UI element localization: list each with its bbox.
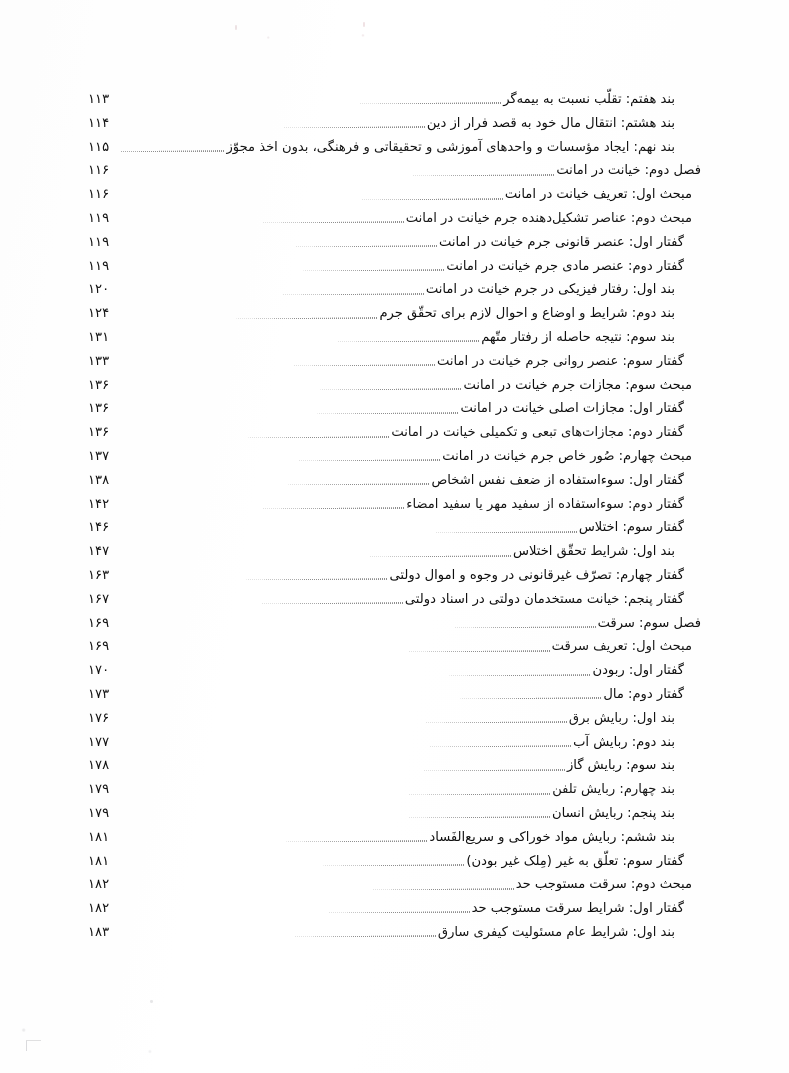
toc-entry-page-number: ۱۲۴: [88, 306, 110, 322]
toc-entry-title: بند چهارم: ربایش تلفن: [552, 782, 675, 798]
toc-entry-page-number: ۱۲۰: [88, 282, 110, 298]
toc-entry[interactable]: [88, 588, 701, 612]
toc-dot-leader: [121, 507, 404, 508]
toc-entry[interactable]: [88, 540, 701, 564]
toc-entry-title: گفتار دوم: سوءاستفاده از سفید مهر یا سفید امضاء: [406, 496, 684, 512]
toc-entry-title: مبحث اول: تعریف خیانت در امانت: [504, 187, 692, 203]
toc-entry-title: گفتار اول: شرایط سرقت مستوجب حد: [471, 901, 684, 917]
toc-entry-page-number: ۱۱۶: [88, 187, 110, 203]
toc-entry-title: گفتار پنجم: خیانت مستخدمان دولتی در اسناد دولتی: [404, 591, 684, 607]
toc-dot-leader: [121, 222, 404, 223]
toc-entry-title: بند پنجم: ربایش انسان: [552, 805, 675, 821]
toc-dot-leader: [121, 127, 425, 128]
toc-entry[interactable]: [88, 231, 701, 255]
toc-dot-leader: [121, 388, 461, 389]
toc-dot-leader: [121, 198, 503, 199]
toc-entry-title: بند سوم: نتیجه حاصله از رفتار متّهم: [481, 329, 675, 345]
toc-entry-page-number: ۱۱۶: [88, 163, 110, 179]
toc-dot-leader: [121, 650, 550, 651]
toc-entry-page-number: ۱۷۸: [88, 758, 110, 774]
toc-entry-page-number: ۱۶۷: [88, 591, 110, 607]
toc-dot-leader: [121, 674, 590, 675]
toc-entry[interactable]: [88, 183, 701, 207]
toc-entry-page-number: ۱۱۳: [88, 92, 110, 107]
toc-dot-leader: [121, 745, 571, 746]
toc-entry-title: مبحث سوم: مجازات جرم خیانت در امانت: [463, 377, 692, 393]
toc-dot-leader: [121, 412, 458, 413]
toc-entry[interactable]: [88, 873, 701, 897]
toc-entry-title: گفتار دوم: عنصر مادی جرم خیانت در امانت: [446, 258, 684, 274]
toc-entry-title: بند ششم: ربایش مواد خوراکی و سریع‌الفَساد: [429, 829, 675, 845]
toc-entry[interactable]: [88, 374, 701, 398]
toc-entry-title: گفتار سوم: عنصر روانی جرم خیانت در امانت: [437, 353, 684, 369]
toc-entry-page-number: ۱۷۳: [88, 686, 110, 702]
toc-entry-page-number: ۱۴۷: [88, 544, 110, 560]
toc-entry-page-number: ۱۷۷: [88, 734, 110, 750]
toc-entry-page-number: ۱۴۲: [88, 496, 110, 512]
toc-entry-title: بند اول: ربایش برق: [568, 710, 675, 726]
toc-entry[interactable]: [88, 302, 701, 326]
toc-dot-leader: [121, 341, 479, 342]
toc-dot-leader: [121, 698, 601, 699]
toc-entry[interactable]: [88, 612, 701, 636]
toc-entry[interactable]: [88, 350, 701, 374]
toc-dot-leader: [121, 769, 565, 770]
toc-entry[interactable]: [88, 421, 701, 445]
table-of-contents: [88, 88, 701, 945]
scan-artifact-speck: [235, 25, 237, 30]
toc-entry[interactable]: [88, 493, 701, 517]
toc-entry[interactable]: [88, 445, 701, 469]
toc-entry[interactable]: [88, 897, 701, 921]
toc-entry-title: مبحث اول: تعریف سرقت: [551, 639, 692, 655]
toc-entry-page-number: ۱۳۱: [88, 329, 110, 345]
toc-entry-page-number: ۱۳۷: [88, 448, 110, 464]
toc-entry-page-number: ۱۸۲: [88, 901, 110, 917]
toc-entry-page-number: ۱۳۶: [88, 377, 110, 393]
toc-entry-page-number: ۱۷۶: [88, 710, 110, 726]
toc-entry-page-number: ۱۷۹: [88, 782, 110, 798]
toc-entry[interactable]: [88, 255, 701, 279]
toc-entry-title: بند سوم: ربایش گاز: [566, 758, 675, 774]
toc-entry-title: گفتار دوم: مال: [603, 686, 684, 702]
toc-entry-title: مبحث دوم: سرقت مستوجب حد: [515, 877, 692, 893]
toc-entry-title: بند اول: شرایط تحقّق اختلاس: [512, 544, 675, 560]
toc-entry[interactable]: [88, 754, 701, 778]
toc-entry-title: گفتار چهارم: تصرّف غیرقانونی در وجوه و اموال دولتی: [389, 567, 684, 583]
toc-entry-page-number: ۱۸۱: [88, 853, 110, 869]
toc-entry-page-number: ۱۷۰: [88, 663, 110, 679]
scan-artifact-speck: [150, 1000, 153, 1003]
toc-entry[interactable]: [88, 159, 701, 183]
toc-entry-page-number: ۱۱۹: [88, 258, 110, 274]
toc-entry-page-number: ۱۱۵: [88, 139, 110, 155]
toc-entry-page-number: ۱۶۳: [88, 567, 110, 583]
toc-entry-page-number: ۱۴۶: [88, 520, 110, 536]
toc-entry[interactable]: [88, 707, 701, 731]
toc-entry[interactable]: [88, 326, 701, 350]
toc-entry-title: گفتار اول: عنصر قانونی جرم خیانت در امانت: [439, 234, 684, 250]
toc-entry[interactable]: [88, 921, 701, 945]
toc-entry[interactable]: [88, 112, 701, 136]
toc-entry-title: بند دوم: ربایش آب: [573, 734, 675, 750]
toc-entry-title: بند اول: رفتار فیزیکی در جرم خیانت در امانت: [425, 282, 675, 298]
toc-entry-title: مبحث چهارم: صُور خاص جرم خیانت در امانت: [442, 448, 692, 464]
toc-dot-leader: [121, 626, 596, 627]
toc-dot-leader: [121, 150, 224, 151]
scan-artifact-corner: [26, 1040, 41, 1051]
toc-entry-page-number: ۱۳۸: [88, 472, 110, 488]
toc-entry[interactable]: [88, 207, 701, 231]
toc-dot-leader: [121, 936, 436, 937]
toc-entry-page-number: ۱۸۳: [88, 924, 110, 940]
toc-entry[interactable]: [88, 850, 701, 874]
toc-entry-title: گفتار سوم: تعلّق به غیر (مِلک غیر بودن): [466, 853, 684, 869]
toc-dot-leader: [121, 174, 554, 175]
toc-dot-leader: [121, 460, 440, 461]
toc-dot-leader: [121, 269, 444, 270]
toc-dot-leader: [121, 912, 470, 913]
toc-dot-leader: [121, 555, 511, 556]
toc-dot-leader: [121, 817, 550, 818]
toc-dot-leader: [121, 841, 427, 842]
toc-entry[interactable]: [88, 826, 701, 850]
toc-entry-page-number: ۱۱۴: [88, 115, 110, 131]
toc-entry-title: گفتار دوم: مجازات‌های تبعی و تکمیلی خیانت در امانت: [391, 425, 684, 441]
toc-entry-page-number: ۱۱۹: [88, 234, 110, 250]
toc-dot-leader: [121, 722, 567, 723]
toc-entry[interactable]: [88, 731, 701, 755]
toc-entry-title: بند هشتم: انتقال مال خود به قصد فرار از دین: [426, 115, 675, 131]
toc-entry[interactable]: [88, 88, 701, 112]
toc-entry-title: بند اول: شرایط عام مسئولیت کیفری سارق: [437, 924, 675, 940]
toc-entry[interactable]: [88, 278, 701, 302]
toc-dot-leader: [121, 484, 429, 485]
toc-entry-title: گفتار اول: مجازات اصلی خیانت در امانت: [460, 401, 684, 417]
toc-dot-leader: [121, 793, 550, 794]
toc-entry-page-number: ۱۳۶: [88, 401, 110, 417]
toc-entry-page-number: ۱۳۳: [88, 353, 110, 369]
toc-dot-leader: [121, 888, 514, 889]
toc-dot-leader: [121, 603, 403, 604]
toc-entry-page-number: ۱۸۱: [88, 829, 110, 845]
toc-entry-title: فصل سوم: سرقت: [597, 615, 701, 631]
toc-entry-page-number: ۱۶۹: [88, 639, 110, 655]
toc-entry-title: بند نهم: ایجاد مؤسسات و واحدهای آموزشی و تحقیقاتی و فرهنگی، بدون اخذ مجوّز: [226, 139, 675, 155]
toc-dot-leader: [121, 579, 387, 580]
toc-entry[interactable]: [88, 136, 701, 160]
toc-entry-title: گفتار اول: سوءاستفاده از ضعف نفس اشخاص: [431, 472, 684, 488]
toc-entry-page-number: ۱۱۹: [88, 210, 110, 226]
toc-entry-title: گفتار سوم: اختلاس: [578, 520, 684, 536]
scan-artifact-speck: [363, 22, 365, 27]
toc-dot-leader: [121, 531, 577, 532]
toc-entry[interactable]: [88, 516, 701, 540]
toc-entry[interactable]: [88, 564, 701, 588]
toc-entry[interactable]: [88, 659, 701, 683]
toc-dot-leader: [121, 246, 437, 247]
toc-entry-page-number: ۱۷۹: [88, 805, 110, 821]
toc-entry[interactable]: [88, 635, 701, 659]
toc-entry-title: فصل دوم: خیانت در امانت: [556, 163, 701, 179]
toc-entry-page-number: ۱۶۹: [88, 615, 110, 631]
toc-entry[interactable]: [88, 469, 701, 493]
toc-dot-leader: [121, 365, 435, 366]
toc-dot-leader: [121, 293, 424, 294]
toc-entry-title: گفتار اول: ربودن: [592, 663, 684, 679]
toc-entry[interactable]: [88, 397, 701, 421]
toc-dot-leader: [121, 864, 464, 865]
toc-dot-leader: [121, 436, 389, 437]
toc-entry-title: بند دوم: شرایط و اوضاع و احوال لازم برای تحقّق جرم: [379, 306, 675, 322]
toc-dot-leader: [121, 103, 501, 104]
toc-entry-title: مبحث دوم: عناصر تشکیل‌دهنده جرم خیانت در امانت: [405, 210, 692, 226]
toc-entry[interactable]: [88, 683, 701, 707]
toc-entry-page-number: ۱۳۶: [88, 425, 110, 441]
toc-entry[interactable]: [88, 778, 701, 802]
toc-entry-page-number: ۱۸۲: [88, 877, 110, 893]
toc-entry-title: بند هفتم: تقلّب نسبت به بیمه‌گر: [503, 92, 675, 107]
toc-entry[interactable]: [88, 802, 701, 826]
toc-dot-leader: [121, 317, 377, 318]
